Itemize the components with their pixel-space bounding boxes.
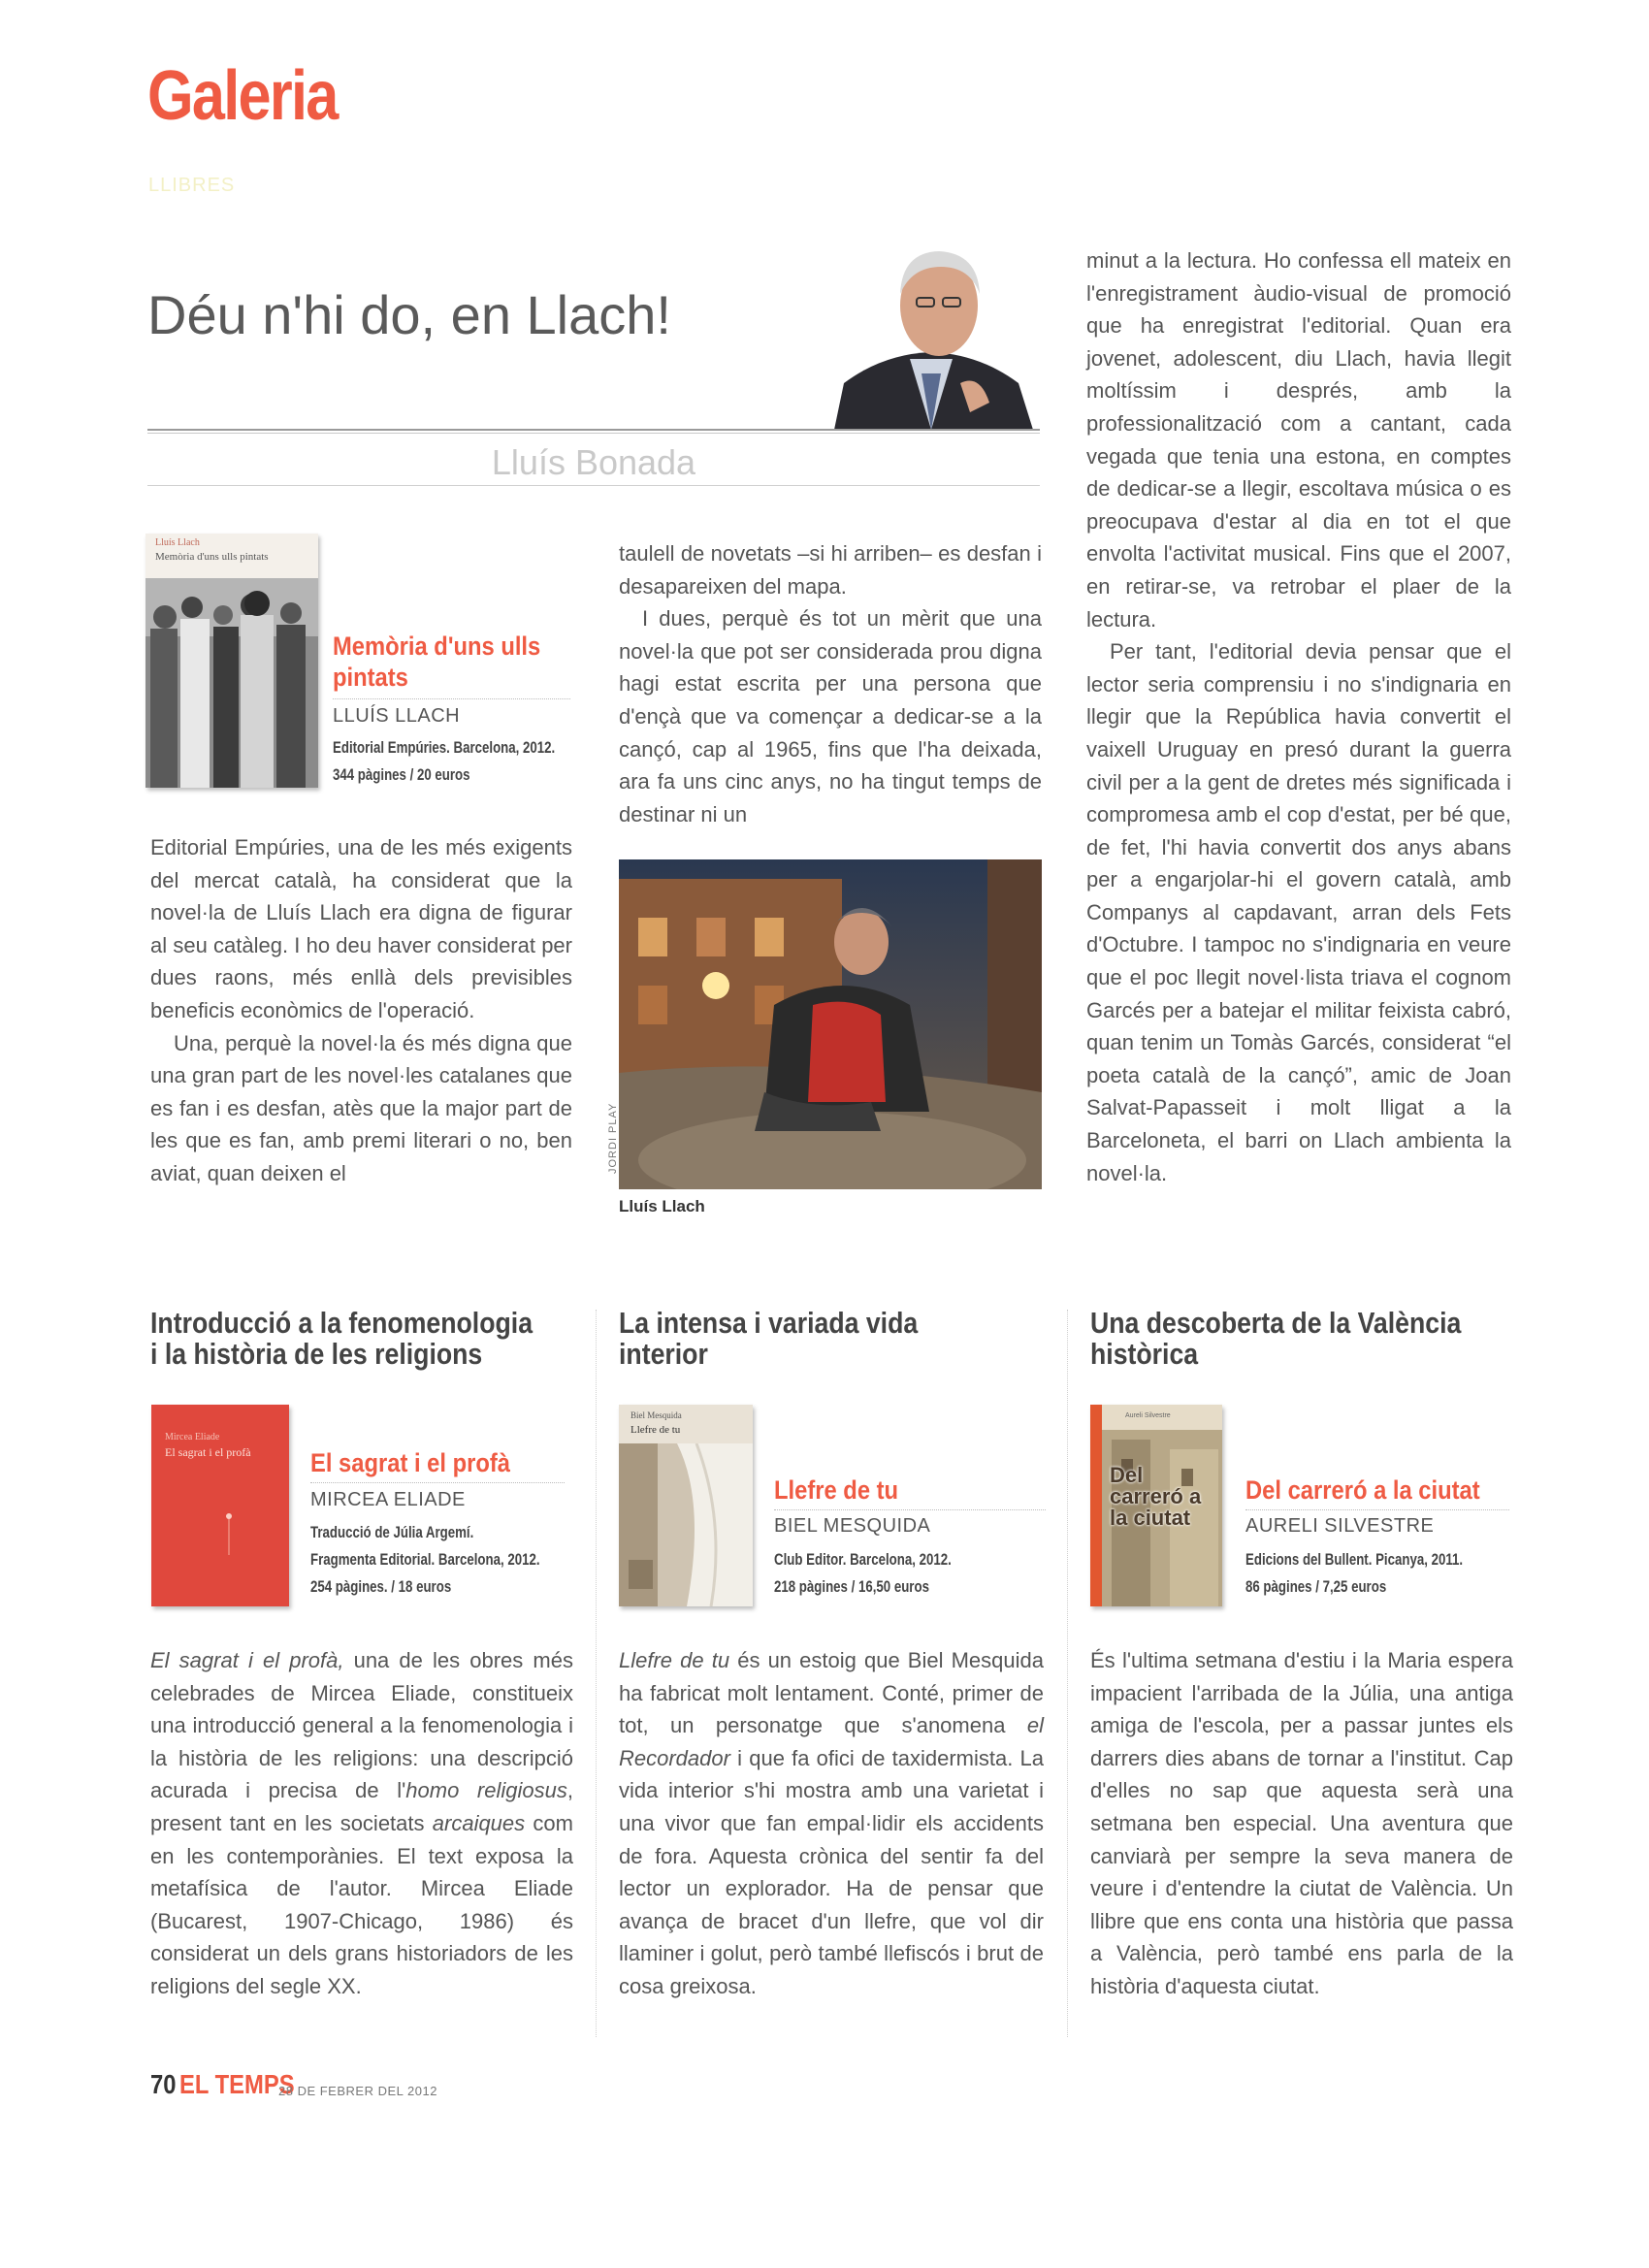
cover-title: El sagrat i el profà [165, 1445, 251, 1459]
cover-title: Llefre de tu [630, 1424, 681, 1436]
book-title-divider [333, 698, 570, 699]
book-title-divider [1245, 1509, 1509, 1510]
section-subtitle: LLIBRES [148, 175, 236, 196]
paragraph: Per tant, l'editorial devia pensar que el lector seria comprensiu i no s'indignaria en llegir que la República havia convertit el vaixell Uruguay en presó durant la guerra civil per a la gent de dretes més significada i compromesa amb el cop d'estat, per bé que, de fet, l'hi havia convertit dos anys abans per a engarjolar-hi el govern català, amb Companys al capdavant, arran dels Fets d'Octubre. I tampoc no s'indignaria en veure que el poc llegit novel·lista triava el cognom Garcés per a batejar el militar feixista cabró, quan tenim un Tomàs Garcés, considerat “el poeta català de la cançó”, amic de Joan Salvat-Papasseit i molt lligat a la Barceloneta, el barri on Llach ambienta la novel·la. [1086, 639, 1511, 1185]
byline-rule [147, 485, 1040, 486]
magazine-name: EL TEMPS [179, 2069, 295, 2099]
book-title-divider [774, 1509, 1046, 1510]
paragraph: Una, perquè la novel·la és més digna que una gran part de les novel·les catalanes que es fan i es desfan, atès que la major part de les que es fan, amb premi literari o no, ben aviat, quan deixen el [150, 1030, 572, 1185]
paragraph: Editorial Empúries, una de les més exigents del mercat català, ha considerat que la novel·la de Lluís Llach era digna de figurar al seu catàleg. I ho deu haver considerat per dues raons, més enllà dels previsibles beneficis econòmics de l'operació. [150, 835, 572, 1022]
book-details: 254 pàgines. / 18 euros [310, 1577, 452, 1596]
book-cover [619, 1405, 753, 1606]
paragraph: taulell de novetats –si hi arriben– es desfan i desapareixen del mapa. [619, 541, 1042, 599]
issue-date: 28 DE FEBRER DEL 2012 [278, 2084, 437, 2098]
headline-rule [147, 429, 1040, 431]
book-publisher: Edicions del Bullent. Picanya, 2011. [1245, 1550, 1464, 1569]
author-portrait [824, 238, 1038, 430]
article-column-3 [1086, 244, 1511, 1189]
book-publisher: Fragmenta Editorial. Barcelona, 2012. [310, 1550, 540, 1569]
book-title-divider [310, 1482, 565, 1483]
headline-rule-thin [147, 433, 1040, 434]
paragraph: I dues, perquè és tot un mèrit que una novel·la que pot ser considerada prou digna hagi estat escrita per una persona que d'ençà que va començar a dedicar-se a la cançó, cap al 1965, fins que l'ha deixada, ara fa uns cinc anys, no ha tingut temps de destinar ni un [619, 606, 1042, 826]
review-text: Llefre de tu és un estoig que Biel Mesquida ha fabricat molt lentament. Conté, primer de tot, un personatge que s'anomena el Recordador i que fa ofici de taxidermista. La vida interior s'hi mostra amb una varietat i una vivor que fan empal·lidir els accidents de fora. Aquesta crònica del sentir fa del lector un explorador. Ha de pensar que avança de bracet d'un llefre, que vol dir llaminer i golut, però també llefiscós i brut de cosa greixosa. [619, 1648, 1044, 1998]
article-headline: Déu n'hi do, en Llach! [147, 284, 671, 345]
book-title: Del carreró a la ciutat [1245, 1475, 1480, 1505]
book-details: 86 pàgines / 7,25 euros [1245, 1577, 1387, 1596]
article-photo [619, 859, 1042, 1189]
article-column-1 [150, 831, 572, 1190]
review-heading: La intensa i variada vida interior [619, 1306, 919, 1371]
book-publisher: Club Editor. Barcelona, 2012. [774, 1550, 952, 1569]
book-cover [146, 534, 318, 788]
cover-author: Lluís Llach [155, 537, 200, 548]
book-publisher: Editorial Empúries. Barcelona, 2012. [333, 738, 556, 757]
cover-author: Mircea Eliade [165, 1432, 220, 1442]
cover-author: Aureli Silvestre [1125, 1412, 1171, 1419]
page-number: 70 [150, 2069, 177, 2099]
column-separator [1067, 1310, 1068, 2037]
column-separator [596, 1310, 597, 2037]
book-author: AURELI SILVESTRE [1245, 1515, 1435, 1537]
book-title: Memòria d'uns ulls pintats [333, 632, 541, 692]
book-translator: Traducció de Júlia Argemí. [310, 1523, 474, 1541]
section-title: Galeria [147, 57, 338, 135]
review-heading: Introducció a la fenomenologia i la història de les religions [150, 1306, 534, 1371]
book-author: BIEL MESQUIDA [774, 1515, 931, 1537]
review-heading: Una descoberta de la València històrica [1090, 1306, 1462, 1371]
book-author: LLUÍS LLACH [333, 705, 461, 727]
book-title: El sagrat i el profà [310, 1448, 510, 1477]
photo-caption: Lluís Llach [619, 1197, 705, 1215]
book-details: 344 pàgines / 20 euros [333, 765, 470, 784]
book-author: MIRCEA ELIADE [310, 1489, 466, 1510]
article-column-2 [619, 537, 1042, 830]
book-cover [151, 1405, 289, 1606]
byline: Lluís Bonada [491, 442, 696, 482]
cover-photo [619, 1443, 753, 1606]
cover-author: Biel Mesquida [630, 1410, 682, 1420]
cover-photo [146, 578, 318, 788]
photo-credit: JORDI PLAY [607, 1102, 619, 1174]
paragraph: minut a la lectura. Ho confessa ell mateix en l'enregistrament àudio-visual de promoció que ha enregistrat l'editorial. Quan era jovenet, adolescent, diu Llach, havia llegit moltíssim i després, amb la professionalització com a cantant, cada vegada que tenia una estona, en comptes de dedicar-se a llegir, escoltava música o es preocupava d'estar al dia en tot el que envolta l'activitat musical. Fins que el 2007, en retirar-se, va retrobar el plaer de la lectura. [1086, 248, 1511, 632]
review-text: És l'ultima setmana d'estiu i la Maria espera impacient l'arribada de la Júlia, una antiga amiga de l'escola, per a passar juntes els darrers dies abans de tornar a l'institut. Cap d'elles no sap que aquesta serà una setmana ben especial. Una aventura que canviarà per sempre la seva manera de veure i d'entendre la ciutat de València. Un llibre que ens conta una història que passa a València, però també ens parla de la història d'aquesta ciutat. [1090, 1648, 1513, 1998]
book-cover [1090, 1405, 1222, 1606]
cover-title: Del carreró a la ciutat [1110, 1463, 1202, 1530]
review-text: El sagrat i el profà, una de les obres més celebrades de Mircea Eliade, constitueix una introducció general a la fenomenologia i la història de les religions: una descripció acurada i precisa de l'homo religiosus, present tant en les societats arcaiques com en les contemporànies. El text exposa la metafísica de l'autor. Mircea Eliade (Bucarest, 1907-Chicago, 1986) és considerat un dels grans historiadors de les religions del segle XX. [150, 1648, 573, 1998]
book-title: Llefre de tu [774, 1475, 899, 1505]
book-details: 218 pàgines / 16,50 euros [774, 1577, 929, 1596]
cover-ornament [219, 1511, 239, 1560]
cover-title: Memòria d'uns ulls pintats [155, 551, 269, 563]
